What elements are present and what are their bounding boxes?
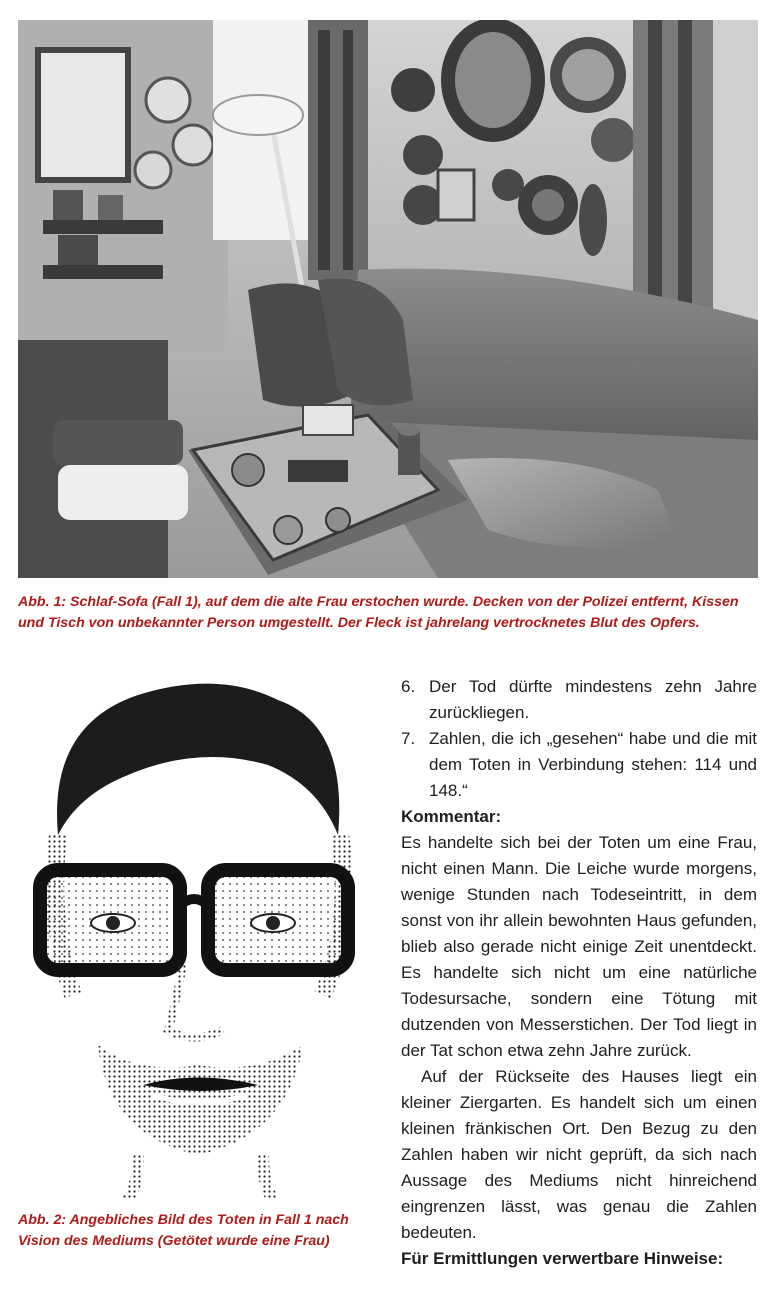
list-text: Zahlen, die ich „gesehen“ habe und die mit dem Toten in Verbindung stehen: 114 und 148.“	[429, 729, 757, 800]
list-item	[401, 674, 757, 726]
comment-paragraph-1: Es handelte sich bei der Toten um eine Frau, nicht einen Mann. Die Leiche wurde morgens, wenige Stunden nach Todeseintritt, in dem sonst von ihr allein bewohnten Haus gefunden, blieb also gerade nicht einige Zeit unentdeckt. Es handelte sich nicht um eine natürliche Todesursache, sondern eine Tötung mit dutzenden von Messerstichen. Der Tod liegt in der Tat schon etwa zehn Jahre zurück.	[401, 833, 757, 1060]
comment-paragraph-2: Auf der Rückseite des Hauses liegt ein kleiner Ziergarten. Es handelt sich um einen kleinen fränkischen Ort. Den Bezug zu den Zahlen haben wir nicht geprüft, da sich nach Aussage des Mediums nicht hinreichend eingrenzen lässt, was genau die Zahlen bedeuten.	[401, 1067, 757, 1242]
next-section-heading: Für Ermittlungen verwertbare Hinweise:	[401, 1249, 724, 1268]
face-sketch-image	[18, 665, 378, 1200]
list-number: 6.	[401, 677, 416, 696]
living-room-photo-icon	[18, 20, 758, 578]
list-text: Der Tod dürfte mindestens zehn Jahre zurückliegen.	[429, 677, 757, 722]
face-sketch-icon	[18, 665, 378, 1200]
living-room-photo	[18, 20, 758, 578]
comment-heading: Kommentar:	[401, 807, 502, 826]
figure-1-caption: Abb. 1: Schlaf-Sofa (Fall 1), auf dem die alte Frau erstochen wurde. Decken von der Polizei entfernt, Kissen und Tisch von unbekannter Person umgestellt. Der Fleck ist jahrelang vertrocknetes Blut des Opfers.	[18, 594, 739, 631]
article-text	[401, 674, 757, 1272]
figure-2-caption: Abb. 2: Angebliches Bild des Toten in Fall 1 nach Vision des Mediums (Getötet wurde eine Frau)	[18, 1212, 349, 1249]
list-item	[401, 726, 757, 804]
list-number: 7.	[401, 729, 416, 748]
